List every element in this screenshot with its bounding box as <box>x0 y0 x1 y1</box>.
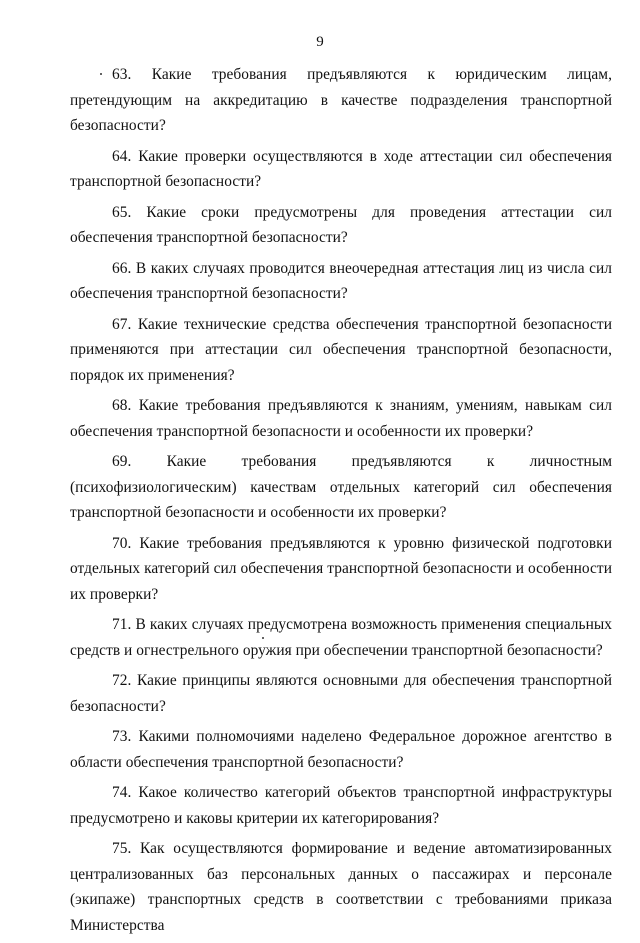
question-71: 71. В каких случаях предусмотрена возможность применения специальных средств и огнестрельного оружия при обеспечении транспортной безопасности? <box>70 616 612 659</box>
question-65: 65. Какие сроки предусмотрены для проведения аттестации сил обеспечения транспортной безопасности? <box>70 203 612 246</box>
question-72: 72. Какие принципы являются основными для обеспечения транспортной безопасности? <box>70 672 612 715</box>
question-67: 67. Какие технические средства обеспечения транспортной безопасности применяются при аттестации сил обеспечения транспортной безопасности, порядок их применения? <box>70 315 612 384</box>
question-74: 74. Какое количество категорий объектов транспортной инфраструктуры предусмотрено и каковы критерии их категорирования? <box>70 784 612 827</box>
question-70: 70. Какие требования предъявляются к уровню физической подготовки отдельных категорий сил обеспечения транспортной безопасности и особенности их проверки? <box>70 534 612 603</box>
question-64: 64. Какие проверки осуществляются в ходе аттестации сил обеспечения транспортной безопасности? <box>70 147 612 190</box>
page-number: 9 <box>316 34 324 50</box>
question-73: 73. Какими полномочиями наделено Федеральное дорожное агентство в области обеспечения транспортной безопасности? <box>70 728 612 771</box>
question-68: 68. Какие требования предъявляются к знаниям, умениям, навыкам сил обеспечения транспортной безопасности и особенности их проверки? <box>70 397 612 440</box>
question-75: 75. Как осуществляются формирование и ведение автоматизированных централизованных баз персональных данных о пассажирах и персонале (экипаже) транспортных средств в соответствии с требованиями приказа Министерства <box>70 840 612 934</box>
question-63: 63. Какие требования предъявляются к юридическим лицам, претендующим на аккредитацию в качестве подразделения транспортной безопасности? <box>70 66 612 134</box>
question-69: 69. Какие требования предъявляются к личностным (психофизиологическим) качествам отдельных категорий сил обеспечения транспортной безопасности и особенности их проверки? <box>70 453 612 521</box>
question-66: 66. В каких случаях проводится внеочередная аттестация лиц из числа сил обеспечения транспортной безопасности? <box>70 259 612 302</box>
question-list <box>70 62 612 943</box>
